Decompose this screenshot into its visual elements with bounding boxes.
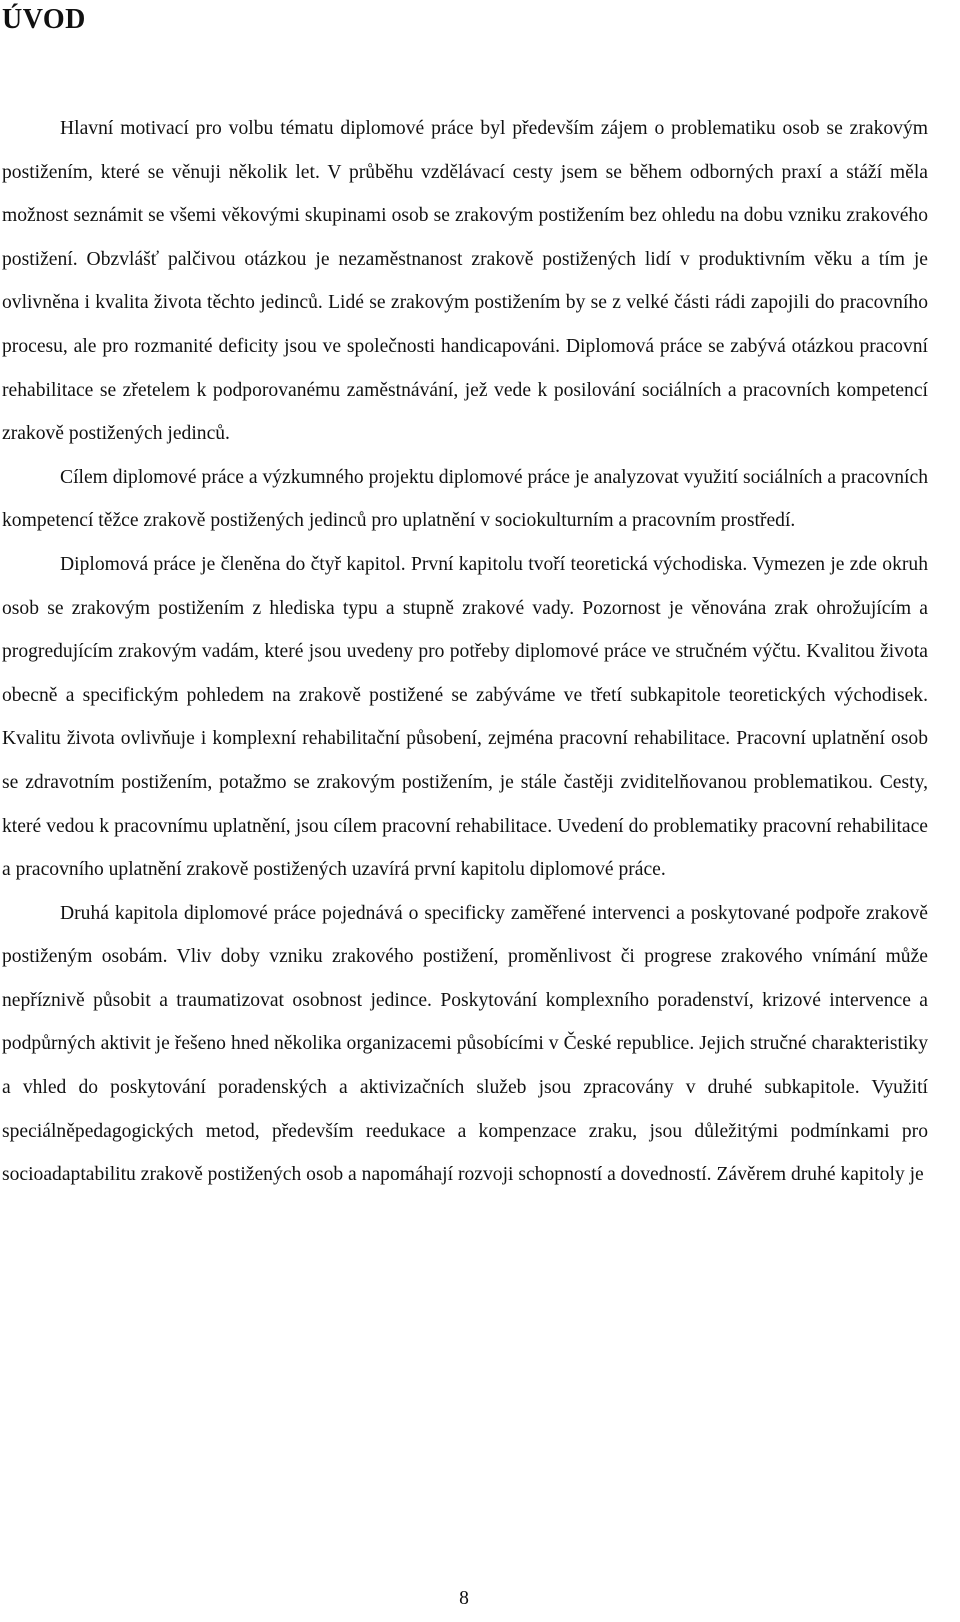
paragraph-chapter-two: Druhá kapitola diplomové práce pojednává o specificky zaměřené intervenci a poskytované podpoře zrakově postiženým osobám. Vliv doby vzniku zrakového postižení, proměnlivost či progrese zrakového vnímání může nepříznivě působit a traumatizovat osobnost jedince. Poskytování komplexního poradenství, krizové intervence a podpůrných aktivit je řešeno hned několika organizacemi působícími v České republice. Jejich stručné charakteristiky a vhled do poskytování poradenských a aktivizačních služeb jsou zpracovány v druhé subkapitole. Využití speciálněpedagogických metod, především reedukace a kompenzace zraku, jsou důležitými podmínkami pro socioadaptabilitu zrakově postižených osob a napomáhají rozvoji schopností a dovedností. Závěrem druhé kapitoly je <box>2 902 928 1186</box>
paragraph-chapter-one: Diplomová práce je členěna do čtyř kapitol. První kapitolu tvoří teoretická východiska. Vymezen je zde okruh osob se zrakovým postižením z hlediska typu a stupně zrakové vady. Pozornost je věnována zrak ohrožujícím a progredujícím zrakovým vadám, které jsou uvedeny pro potřeby diplomové práce ve stručném výčtu. Kvalitou života obecně a specifickým pohledem na zrakově postižené se zabýváme ve třetí subkapitole teoretických východisek. Kvalitu života ovlivňuje i komplexní rehabilitační působení, zejména pracovní rehabilitace. Pracovní uplatnění osob se zdravotním postižením, potažmo se zrakovým postižením, je stále častěji zviditelňovanou problematikou. Cesty, které vedou k pracovnímu uplatnění, jsou cílem pracovní rehabilitace. Uvedení do problematiky pracovní rehabilitace a pracovního uplatnění zrakově postižených uzavírá první kapitolu diplomové práce. <box>2 553 928 881</box>
body-text <box>2 107 928 1197</box>
paragraph-goal: Cílem diplomové práce a výzkumného projektu diplomové práce je analyzovat využití sociálních a pracovních kompetencí těžce zrakově postižených jedinců pro uplatnění v sociokulturním a pracovním prostředí. <box>2 466 928 532</box>
page-number: 8 <box>459 1588 469 1609</box>
chapter-heading: ÚVOD <box>2 4 86 35</box>
paragraph-motivation: Hlavní motivací pro volbu tématu diplomové práce byl především zájem o problematiku osob se zrakovým postižením, které se věnuji několik let. V průběhu vzdělávací cesty jsem se během odborných praxí a stáží měla možnost seznámit se všemi věkovými skupinami osob se zrakovým postižením bez ohledu na dobu vzniku zrakového postižení. Obzvlášť palčivou otázkou je nezaměstnanost zrakově postižených lidí v produktivním věku a tím je ovlivněna i kvalita života těchto jedinců. Lidé se zrakovým postižením by se z velké části rádi zapojili do pracovního procesu, ale pro rozmanité deficity jsou ve společnosti handicapováni. Diplomová práce se zabývá otázkou pracovní rehabilitace se zřetelem k podporovanému zaměstnávání, jež vede k posilování sociálních a pracovních kompetencí zrakově postižených jedinců. <box>2 118 928 445</box>
